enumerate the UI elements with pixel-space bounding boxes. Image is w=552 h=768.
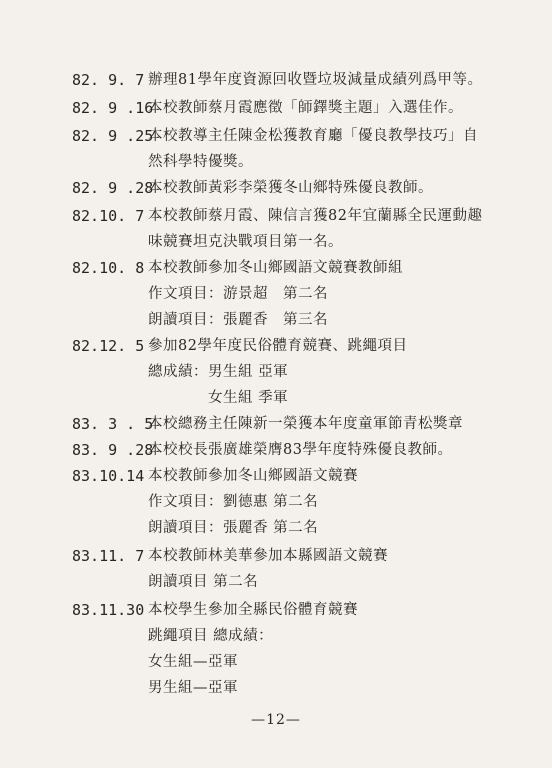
entry-text: 本校教師蔡月霞應徵「師鐸獎主題」入選佳作。 xyxy=(148,100,463,116)
entry-date: 82.10. 8 xyxy=(72,259,145,277)
entry-date: 82. 9. 7 xyxy=(72,71,145,89)
entry-date: 83.11. 7 xyxy=(72,547,145,565)
entry-text: 辦理81學年度資源回收暨垃圾減量成績列爲甲等。 xyxy=(148,72,483,88)
entry-date: 82.10. 7 xyxy=(72,207,145,225)
entry-text: 本校教師蔡月霞、陳信言獲82年宜蘭縣全民運動趣 xyxy=(148,208,483,224)
entry-text: 本校教師參加冬山鄉國語文競賽 xyxy=(148,468,358,484)
entry-date: 83.11.30 xyxy=(72,601,145,619)
entry-continuation: 朗讀項目：張麗香 第三名 xyxy=(148,312,328,328)
entry-continuation: 作文項目：游景超 第二名 xyxy=(148,286,328,302)
page-number: —12— xyxy=(251,712,301,728)
entry-continuation: 朗讀項目 第二名 xyxy=(148,574,259,590)
entry-date: 82.12. 5 xyxy=(72,337,145,355)
entry-text: 參加82學年度民俗體育競賽、跳繩項目 xyxy=(148,338,408,354)
entry-continuation: 女生組—亞軍 xyxy=(148,654,238,670)
entry-date: 82. 9 .16 xyxy=(72,99,154,117)
entry-continuation: 然科學特優獎。 xyxy=(148,154,253,170)
entry-continuation: 男生組—亞軍 xyxy=(148,680,238,696)
entry-continuation: 總成績：男生組 亞軍 xyxy=(148,364,289,380)
entry-text: 本校校長張廣雄榮膺83學年度特殊優良教師。 xyxy=(148,442,453,458)
entry-continuation: 作文項目：劉德惠 第二名 xyxy=(148,494,319,510)
entry-date: 82. 9 .28 xyxy=(72,179,154,197)
entry-continuation: 味競賽坦克決戰項目第一名。 xyxy=(148,234,343,250)
entry-continuation: 跳繩項目 總成績： xyxy=(148,628,274,644)
entry-text: 本校學生參加全縣民俗體育競賽 xyxy=(148,602,358,618)
entry-date: 83. 9 .28 xyxy=(72,441,154,459)
entry-continuation: 朗讀項目：張麗香 第二名 xyxy=(148,520,319,536)
entry-text: 本校教師參加冬山鄉國語文競賽教師組 xyxy=(148,260,403,276)
entry-continuation: 女生組 季軍 xyxy=(148,390,289,406)
entry-date: 83.10.14 xyxy=(72,467,145,485)
entry-text: 本校教導主任陳金松獲教育廳「優良教學技巧」自 xyxy=(148,128,478,144)
entry-date: 83. 3 . 5 xyxy=(72,415,154,433)
entry-date: 82. 9 .25 xyxy=(72,127,154,145)
entry-text: 本校教師黃彩李榮獲冬山鄉特殊優良教師。 xyxy=(148,180,433,196)
entry-text: 本校總務主任陳新一榮獲本年度童軍節青松獎章 xyxy=(148,416,463,432)
entry-text: 本校教師林美華參加本縣國語文競賽 xyxy=(148,548,388,564)
